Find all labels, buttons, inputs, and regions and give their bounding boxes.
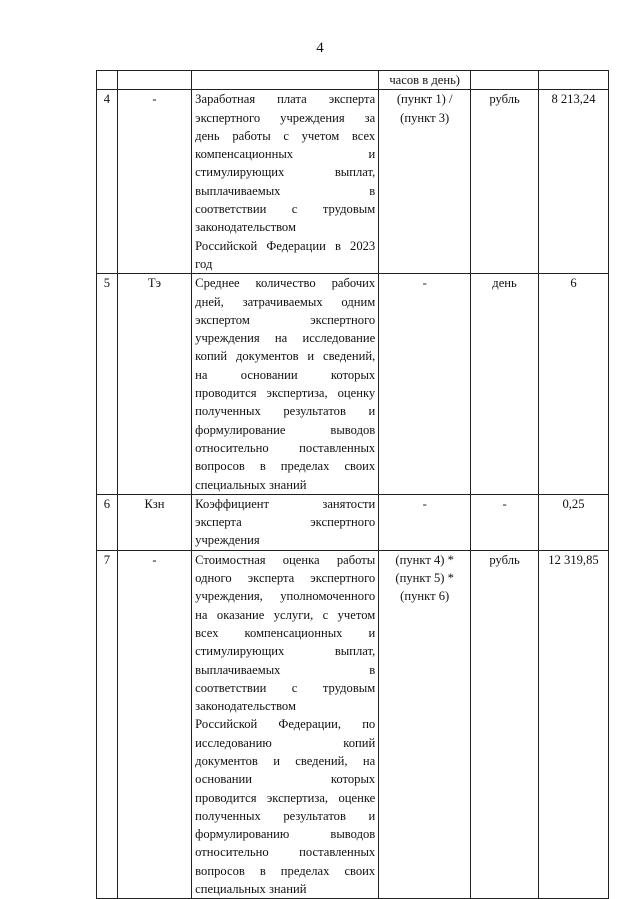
description-line: Коэффициент занятости: [195, 496, 376, 511]
description-line: вопросов в пределах своих: [195, 459, 376, 474]
description-line: год: [195, 256, 213, 271]
cell-value: [538, 71, 608, 90]
cell-value: 12 319,85: [538, 550, 608, 899]
description-line: Стоимостная оценка работы: [195, 552, 376, 567]
cell-symbol: Тэ: [117, 274, 191, 495]
cell-num: 5: [97, 274, 118, 495]
description-line: относительно поставленных: [195, 845, 376, 860]
description-line: на оказание услуги, с учетом: [195, 607, 376, 622]
description-line: Среднее количество рабочих: [195, 276, 376, 291]
formula-line: (пункт 6): [400, 589, 450, 604]
cell-formula: [379, 494, 471, 550]
description-line: формулирование выводов: [195, 422, 376, 437]
formula-line: (пункт 3): [400, 110, 450, 125]
formula-line: -: [422, 276, 427, 291]
formula-line: (пункт 4) *: [395, 552, 454, 567]
cell-value: 6: [538, 274, 608, 495]
description-line: одного эксперта экспертного: [195, 571, 376, 586]
table-row-continuation: [97, 71, 609, 90]
formula-line: (пункт 5) *: [395, 571, 454, 586]
description-line: Российской Федерации, по: [195, 717, 376, 732]
description-line: день работы с учетом всех: [195, 128, 376, 143]
description-line: учреждения: [195, 533, 260, 548]
description-line: вопросов в пределах своих: [195, 863, 376, 878]
description-line: основании которых: [195, 772, 376, 787]
formula-line: (пункт 1) /: [396, 92, 453, 107]
cell-num: 4: [97, 90, 118, 274]
description-line: законодательством: [195, 699, 296, 714]
description-line: проводится экспертиза, оценку: [195, 386, 376, 401]
formula-line: -: [422, 496, 427, 511]
description-line: дней, затрачиваемых одним: [195, 294, 376, 309]
table-row: [97, 550, 609, 899]
description-line: проводится экспертиза, оценке: [195, 790, 376, 805]
description-line: стимулирующих выплат,: [195, 165, 376, 180]
cell-description: [192, 71, 379, 90]
description-line: выплачиваемых в: [195, 662, 376, 677]
cell-unit: [471, 71, 539, 90]
description-line: специальных знаний: [195, 882, 307, 897]
description-line: учреждения на исследование: [195, 331, 376, 346]
description-line: экспертом экспертного: [195, 312, 376, 327]
cell-value: 8 213,24: [538, 90, 608, 274]
description-line: полученных результатов и: [195, 808, 376, 823]
cell-symbol: [117, 71, 191, 90]
description-line: относительно поставленных: [195, 440, 376, 455]
description-line: всех компенсационных и: [195, 625, 376, 640]
cell-num: 6: [97, 494, 118, 550]
formula-fragment: часов в день): [389, 73, 461, 87]
cell-unit: рубль: [471, 90, 539, 274]
description-line: эксперта экспертного: [195, 515, 376, 530]
cell-symbol: -: [117, 550, 191, 899]
description-line: специальных знаний: [195, 477, 307, 492]
cell-symbol: Кзн: [117, 494, 191, 550]
description-line: полученных результатов и: [195, 404, 376, 419]
calculation-table: [96, 70, 609, 899]
cell-value: 0,25: [538, 494, 608, 550]
description-line: исследованию копий: [195, 735, 376, 750]
cell-description: [192, 274, 379, 495]
cell-formula: [379, 90, 471, 274]
description-line: Российской Федерации в 2023: [195, 238, 376, 253]
cell-description: [192, 90, 379, 274]
description-line: копий документов и сведений,: [195, 349, 376, 364]
cell-num: 7: [97, 550, 118, 899]
description-line: на основании которых: [195, 367, 376, 382]
description-line: экспертного учреждения за: [195, 110, 376, 125]
description-line: формулированию выводов: [195, 827, 376, 842]
table-row: [97, 494, 609, 550]
cell-formula: [379, 550, 471, 899]
table-row: [97, 90, 609, 274]
cell-unit: день: [471, 274, 539, 495]
description-line: выплачиваемых в: [195, 183, 376, 198]
cell-unit: рубль: [471, 550, 539, 899]
description-line: компенсационных и: [195, 147, 376, 162]
cell-description: [192, 494, 379, 550]
description-line: соответствии с трудовым: [195, 202, 376, 217]
description-line: документов и сведений, на: [195, 753, 376, 768]
cell-formula: [379, 71, 471, 90]
cell-formula: [379, 274, 471, 495]
cell-description: [192, 550, 379, 899]
description-line: учреждения, уполномоченного: [195, 589, 376, 604]
cell-num: [97, 71, 118, 90]
page-number: 4: [316, 40, 324, 56]
cell-symbol: -: [117, 90, 191, 274]
table-row: [97, 274, 609, 495]
description-line: Заработная плата эксперта: [195, 92, 376, 107]
description-line: соответствии с трудовым: [195, 680, 376, 695]
cell-unit: -: [471, 494, 539, 550]
description-line: законодательством: [195, 220, 296, 235]
description-line: стимулирующих выплат,: [195, 644, 376, 659]
